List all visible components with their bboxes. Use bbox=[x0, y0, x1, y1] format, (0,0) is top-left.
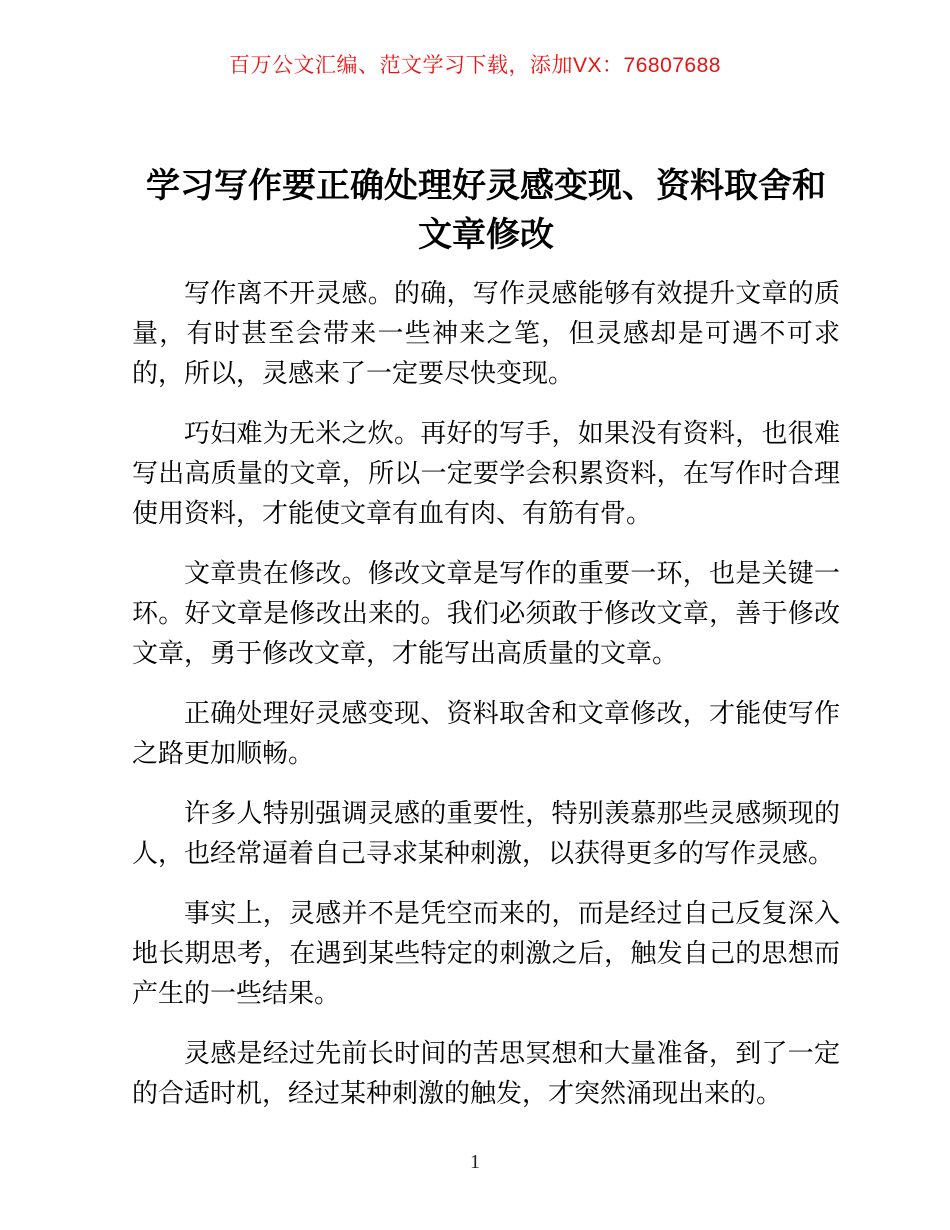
header-notice: 百万公文汇编、范文学习下载，添加VX：76807688 bbox=[229, 54, 721, 77]
document-title bbox=[132, 162, 840, 260]
page-number: 1 bbox=[470, 1151, 480, 1173]
title-line-1: 学习写作要正确处理好灵感变现、资料取舍和 bbox=[146, 167, 826, 205]
paragraph-4: 正确处理好灵感变现、资料取舍和文章修改，才能使写作之路更加顺畅。 bbox=[132, 698, 840, 768]
paragraph-7: 灵感是经过先前长时间的苦思冥想和大量准备，到了一定的合适时机，经过某种刺激的触发，才突然涌现出来的。 bbox=[132, 1038, 840, 1108]
document-content bbox=[132, 162, 840, 1133]
paragraph-2: 巧妇难为无米之炊。再好的写手，如果没有资料，也很难写出高质量的文章，所以一定要学会积累资料，在写作时合理使用资料，才能使文章有血有肉、有筋有骨。 bbox=[132, 418, 840, 528]
paragraph-3: 文章贵在修改。修改文章是写作的重要一环，也是关键一环。好文章是修改出来的。我们必须敢于修改文章，善于修改文章，勇于修改文章，才能写出高质量的文章。 bbox=[132, 558, 840, 668]
paragraph-1: 写作离不开灵感。的确，写作灵感能够有效提升文章的质量，有时甚至会带来一些神来之笔，但灵感却是可遇不可求的，所以，灵感来了一定要尽快变现。 bbox=[132, 278, 840, 388]
paragraph-6: 事实上，灵感并不是凭空而来的，而是经过自己反复深入地长期思考，在遇到某些特定的刺激之后，触发自己的思想而产生的一些结果。 bbox=[132, 898, 840, 1008]
paragraph-5: 许多人特别强调灵感的重要性，特别羡慕那些灵感频现的人，也经常逼着自己寻求某种刺激，以获得更多的写作灵感。 bbox=[132, 798, 840, 868]
title-line-2: 文章修改 bbox=[418, 216, 554, 254]
